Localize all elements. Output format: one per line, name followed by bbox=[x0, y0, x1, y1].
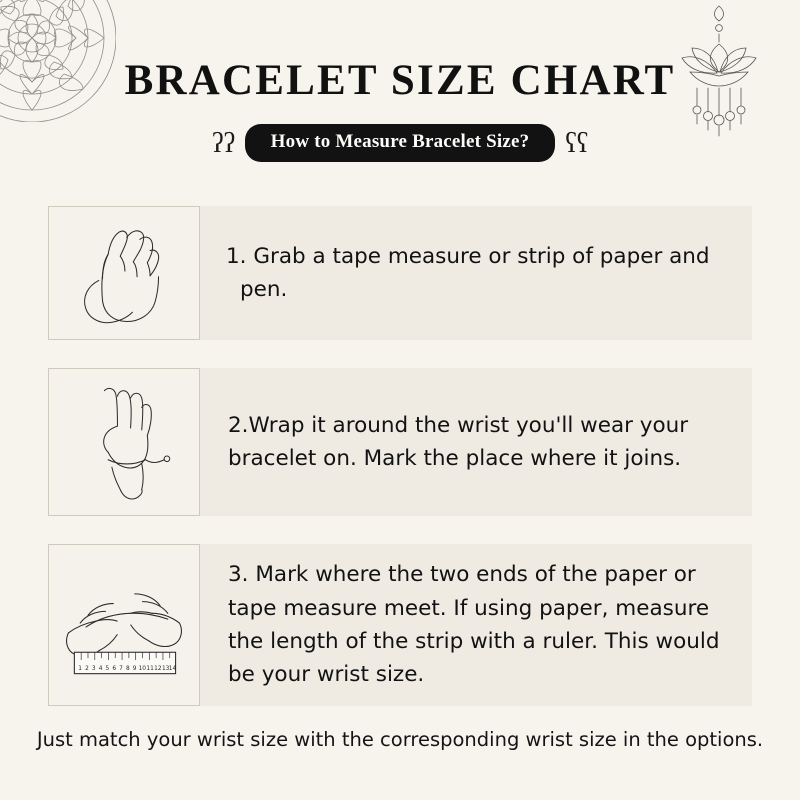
page-title: BRACELET SIZE CHART bbox=[124, 57, 676, 104]
subtitle-pill: How to Measure Bracelet Size? bbox=[245, 124, 556, 162]
svg-text:11: 11 bbox=[146, 665, 154, 672]
step-text: 3. Mark where the two ends of the paper or tape measure meet. If using paper, measure the length of the strip with a ruler. This would be your wrist size. bbox=[228, 562, 720, 688]
svg-text:3: 3 bbox=[91, 665, 96, 672]
hand-wrist-wrap-icon bbox=[48, 368, 200, 516]
svg-text:14: 14 bbox=[168, 665, 177, 672]
svg-text:8: 8 bbox=[125, 665, 130, 672]
step-item bbox=[48, 368, 752, 516]
svg-text:9: 9 bbox=[132, 665, 137, 672]
steps-list bbox=[48, 206, 752, 734]
svg-text:13: 13 bbox=[161, 665, 170, 672]
step-item bbox=[48, 544, 752, 706]
hand-fist-with-tape-icon bbox=[48, 206, 200, 340]
svg-text:7: 7 bbox=[119, 665, 123, 672]
svg-text:12: 12 bbox=[154, 665, 162, 672]
svg-text:6: 6 bbox=[112, 665, 117, 672]
flourish-right-icon: ʕʕ bbox=[565, 126, 589, 159]
step-text: 2.Wrap it around the wrist you'll wear your bracelet on. Mark the place where it joins. bbox=[228, 412, 689, 471]
subtitle-row bbox=[0, 124, 800, 162]
step-text: 1. Grab a tape measure or strip of paper and pen. bbox=[226, 243, 710, 302]
hands-measuring-ruler-icon bbox=[48, 544, 200, 706]
svg-text:4: 4 bbox=[98, 665, 103, 672]
step-item bbox=[48, 206, 752, 340]
footer-note: Just match your wrist size with the corresponding wrist size in the options. bbox=[36, 728, 764, 751]
flourish-left-icon: ʕʕ bbox=[211, 126, 235, 159]
svg-text:10: 10 bbox=[138, 665, 147, 672]
svg-text:1: 1 bbox=[78, 665, 82, 672]
svg-text:2: 2 bbox=[85, 665, 89, 672]
svg-text:5: 5 bbox=[105, 665, 110, 672]
